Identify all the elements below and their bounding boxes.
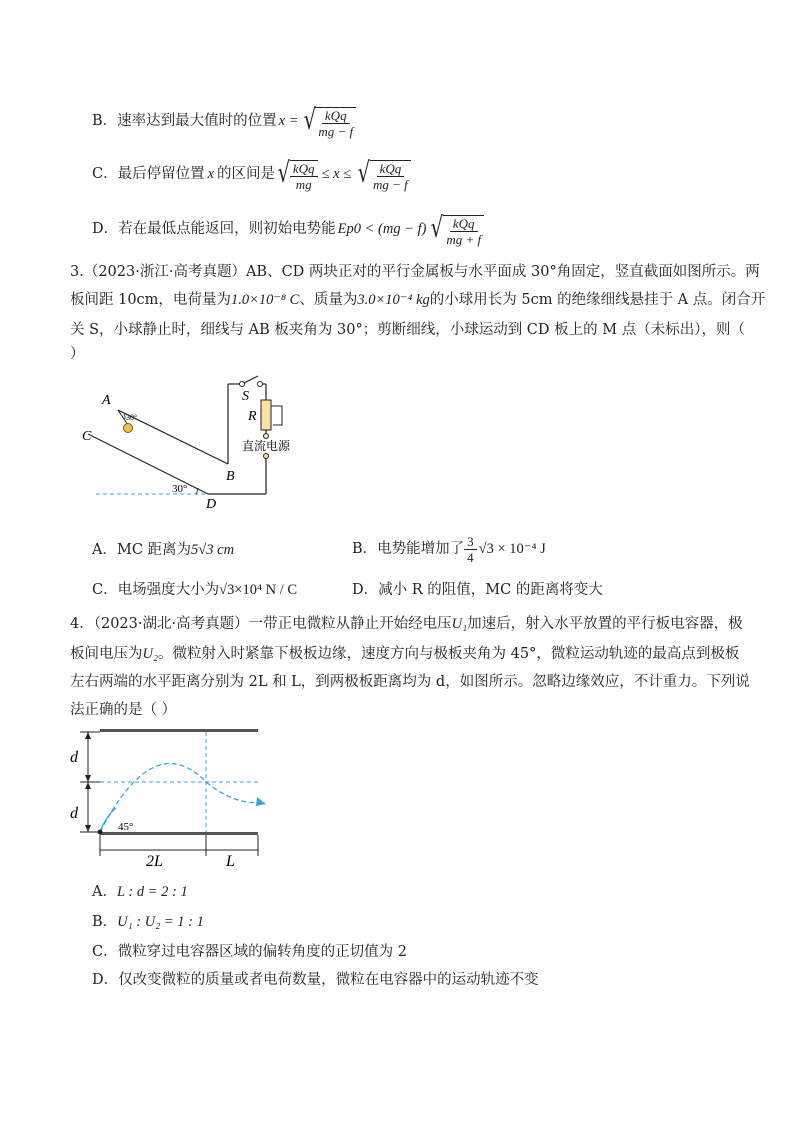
q3-option-b-num: 3 — [464, 534, 477, 550]
q2-option-b-var: x = — [278, 113, 299, 129]
label-b: B — [226, 469, 235, 484]
label-angle: 45° — [118, 821, 134, 833]
q3-option-b-text: 电势能增加了 — [377, 541, 465, 557]
label-r: R — [248, 409, 257, 424]
q4-option-b-value: U₁ : U₂ = 1 : 1 — [117, 914, 204, 930]
q2-option-b-den: mg − f — [318, 124, 354, 139]
q3-option-c-text: 电场强度大小为 — [117, 582, 220, 598]
label-l: L — [226, 853, 235, 866]
q4-stem-line1c: 加速后，射入水平放置的平行板电容器，极 — [467, 616, 743, 632]
label-a: A — [102, 393, 111, 408]
q4-option-a-value: L : d = 2 : 1 — [116, 884, 188, 900]
q4-option-c-text: 微粒穿过电容器区域的偏转角度的正切值为 2 — [117, 944, 407, 960]
q4-option-a — [92, 882, 188, 902]
d-arrowhead-bottom — [85, 825, 91, 832]
q4-stem-line2 — [70, 644, 739, 664]
q2-option-d-expr: Ep0 < (mg − f) — [337, 221, 427, 237]
q3-option-d — [352, 580, 603, 600]
q4-option-c-label: C． — [92, 944, 118, 960]
switch-contact-left — [240, 382, 245, 387]
q2-option-c-num2: kQq — [377, 161, 405, 177]
q4-stem-line1a: 4．（2023·湖北·高考真题）一带正电微粒从静止开始经电压 — [70, 616, 452, 632]
charged-ball — [124, 424, 133, 433]
label-d: D — [206, 497, 217, 510]
q2-option-b-label: B． — [92, 113, 118, 129]
q4-option-b — [92, 912, 204, 932]
q3-option-b-label: B． — [352, 541, 378, 557]
d-arrowhead-middle-up — [85, 775, 91, 782]
source-terminal-top — [264, 434, 269, 439]
label-d-bottom: d — [70, 805, 78, 822]
label-d-top: d — [70, 749, 78, 766]
label-2l: 2L — [146, 853, 163, 866]
q4-option-d-label: D． — [92, 972, 119, 988]
q2-option-b-num: kQq — [322, 108, 350, 124]
q2-option-d-text: 若在最低点能返回，则初始电势能 — [118, 221, 336, 237]
label-s: S — [242, 389, 249, 404]
q3-stem-line2a: 板间距 10cm，电荷量为 — [70, 292, 231, 308]
q4-stem-line1 — [70, 614, 743, 634]
q4-option-a-label: A． — [92, 884, 117, 900]
q2-option-b-root: √ $\frac{\text{kQq}}{mg - f}$ — [301, 103, 357, 139]
q2-option-c-text2: 的区间是 — [217, 166, 276, 182]
q2-option-c-mid: ≤ x ≤ — [321, 166, 352, 182]
q3-option-a-text: MC 距离为 — [116, 542, 192, 558]
particle-start — [98, 830, 103, 835]
q3-figure — [80, 370, 310, 510]
q3-stem-line2 — [70, 290, 765, 310]
q4-figure — [66, 726, 266, 866]
q2-option-d — [92, 212, 484, 246]
switch-arm — [244, 376, 258, 383]
q2-option-d-den: mg + f — [446, 232, 482, 247]
q4-u2: U₂ — [142, 646, 159, 662]
q4-option-c — [92, 942, 407, 962]
q3-stem-line2e: 的小球用长为 5cm 的绝缘细线悬挂于 A 点。闭合开 — [429, 292, 766, 308]
q3-stem-line4: ） — [70, 346, 85, 362]
q3-option-b-den: 4 — [467, 549, 474, 565]
q4-stem-line2a: 板间电压为 — [70, 646, 143, 662]
angle-arc-top — [124, 414, 125, 419]
q2-option-c-num1: kQq — [290, 161, 318, 177]
label-c: C — [82, 429, 92, 444]
q3-option-a-label: A． — [92, 542, 117, 558]
q2-option-c-root1: √ $\frac{\text{kQq}}{mg}$ — [275, 156, 318, 192]
q3-option-a — [92, 540, 234, 560]
q2-option-c-label: C． — [92, 166, 118, 182]
switch-contact-right — [258, 382, 263, 387]
q2-option-c-den2: mg − f — [373, 177, 408, 192]
q2-option-c-root2: √ $\frac{\text{kQq}}{mg - f}$ — [355, 156, 411, 192]
trajectory-arrowhead — [256, 797, 266, 806]
q3-option-b-value: √3 × 10⁻⁴ J — [478, 541, 546, 557]
d-arrowhead-middle-down — [85, 782, 91, 789]
upper-plate — [100, 729, 258, 732]
q3-option-d-label: D． — [352, 582, 379, 598]
d-arrowhead-top — [85, 732, 91, 739]
q3-option-b-frac — [464, 534, 477, 565]
q4-option-b-label: B． — [92, 914, 118, 930]
q3-stem-line2c: 、质量为 — [299, 292, 358, 308]
q2-option-d-num: kQq — [450, 216, 478, 232]
q4-stem-line4: 法正确的是（ ） — [70, 702, 177, 718]
source-terminal-bottom — [264, 454, 269, 459]
q2-option-c-den1: mg — [295, 177, 312, 192]
label-angle-top: 30° — [126, 413, 138, 422]
q3-stem-line3: 关 S，小球静止时，细线与 AB 板夹角为 30°；剪断细线，小球运动到 CD 板上的 M 点（未标出），则（ — [70, 322, 745, 338]
q2-option-d-root: √ $\frac{\text{kQq}}{mg + f}$ — [428, 211, 484, 247]
q3-stem-line1: 3.（2023·浙江·高考真题）AB、CD 两块正对的平行金属板与水平面成 30°角固定，竖直截面如图所示。两 — [70, 264, 760, 280]
q4-stem-line2c: 。微粒射入时紧靠下极板边缘，速度方向与极板夹角为 45°，微粒运动轨迹的最高点到极板 — [158, 646, 740, 662]
q2-option-c-var: x — [207, 166, 215, 182]
q4-u1: U₁ — [451, 616, 468, 632]
q2-option-b — [92, 104, 356, 138]
q2-option-c — [92, 157, 411, 191]
q2-option-b-text: 速率达到最大值时的位置 — [117, 113, 277, 129]
label-angle-bottom: 30° — [172, 483, 188, 495]
rheostat-slider — [271, 406, 282, 425]
q3-option-b — [352, 532, 546, 566]
resistor — [261, 400, 271, 430]
q3-option-d-text: 减小 R 的阻值，MC 的距离将变大 — [378, 582, 603, 598]
q3-option-c — [92, 580, 297, 600]
q4-option-d — [92, 970, 539, 990]
q3-charge: 1.0×10⁻⁸ C — [230, 292, 300, 308]
q3-option-c-label: C． — [92, 582, 118, 598]
q3-option-c-value: √3×10⁴ N / C — [219, 582, 298, 598]
q2-option-c-text: 最后停留位置 — [117, 166, 205, 182]
plate-cd — [88, 434, 208, 494]
q4-stem-line3: 左右两端的水平距离分别为 2L 和 L，到两极板距离均为 d，如图所示。忽略边缘效应，不计重力。下列说 — [70, 674, 750, 690]
q3-option-a-value: 5√3 cm — [191, 542, 235, 558]
q3-mass: 3.0×10⁻⁴ kg — [357, 292, 430, 308]
label-source: 直流电源 — [242, 439, 291, 453]
q4-option-d-text: 仅改变微粒的质量或者电荷数量，微粒在电容器中的运动轨迹不变 — [118, 972, 539, 988]
q2-option-d-label: D． — [92, 221, 119, 237]
